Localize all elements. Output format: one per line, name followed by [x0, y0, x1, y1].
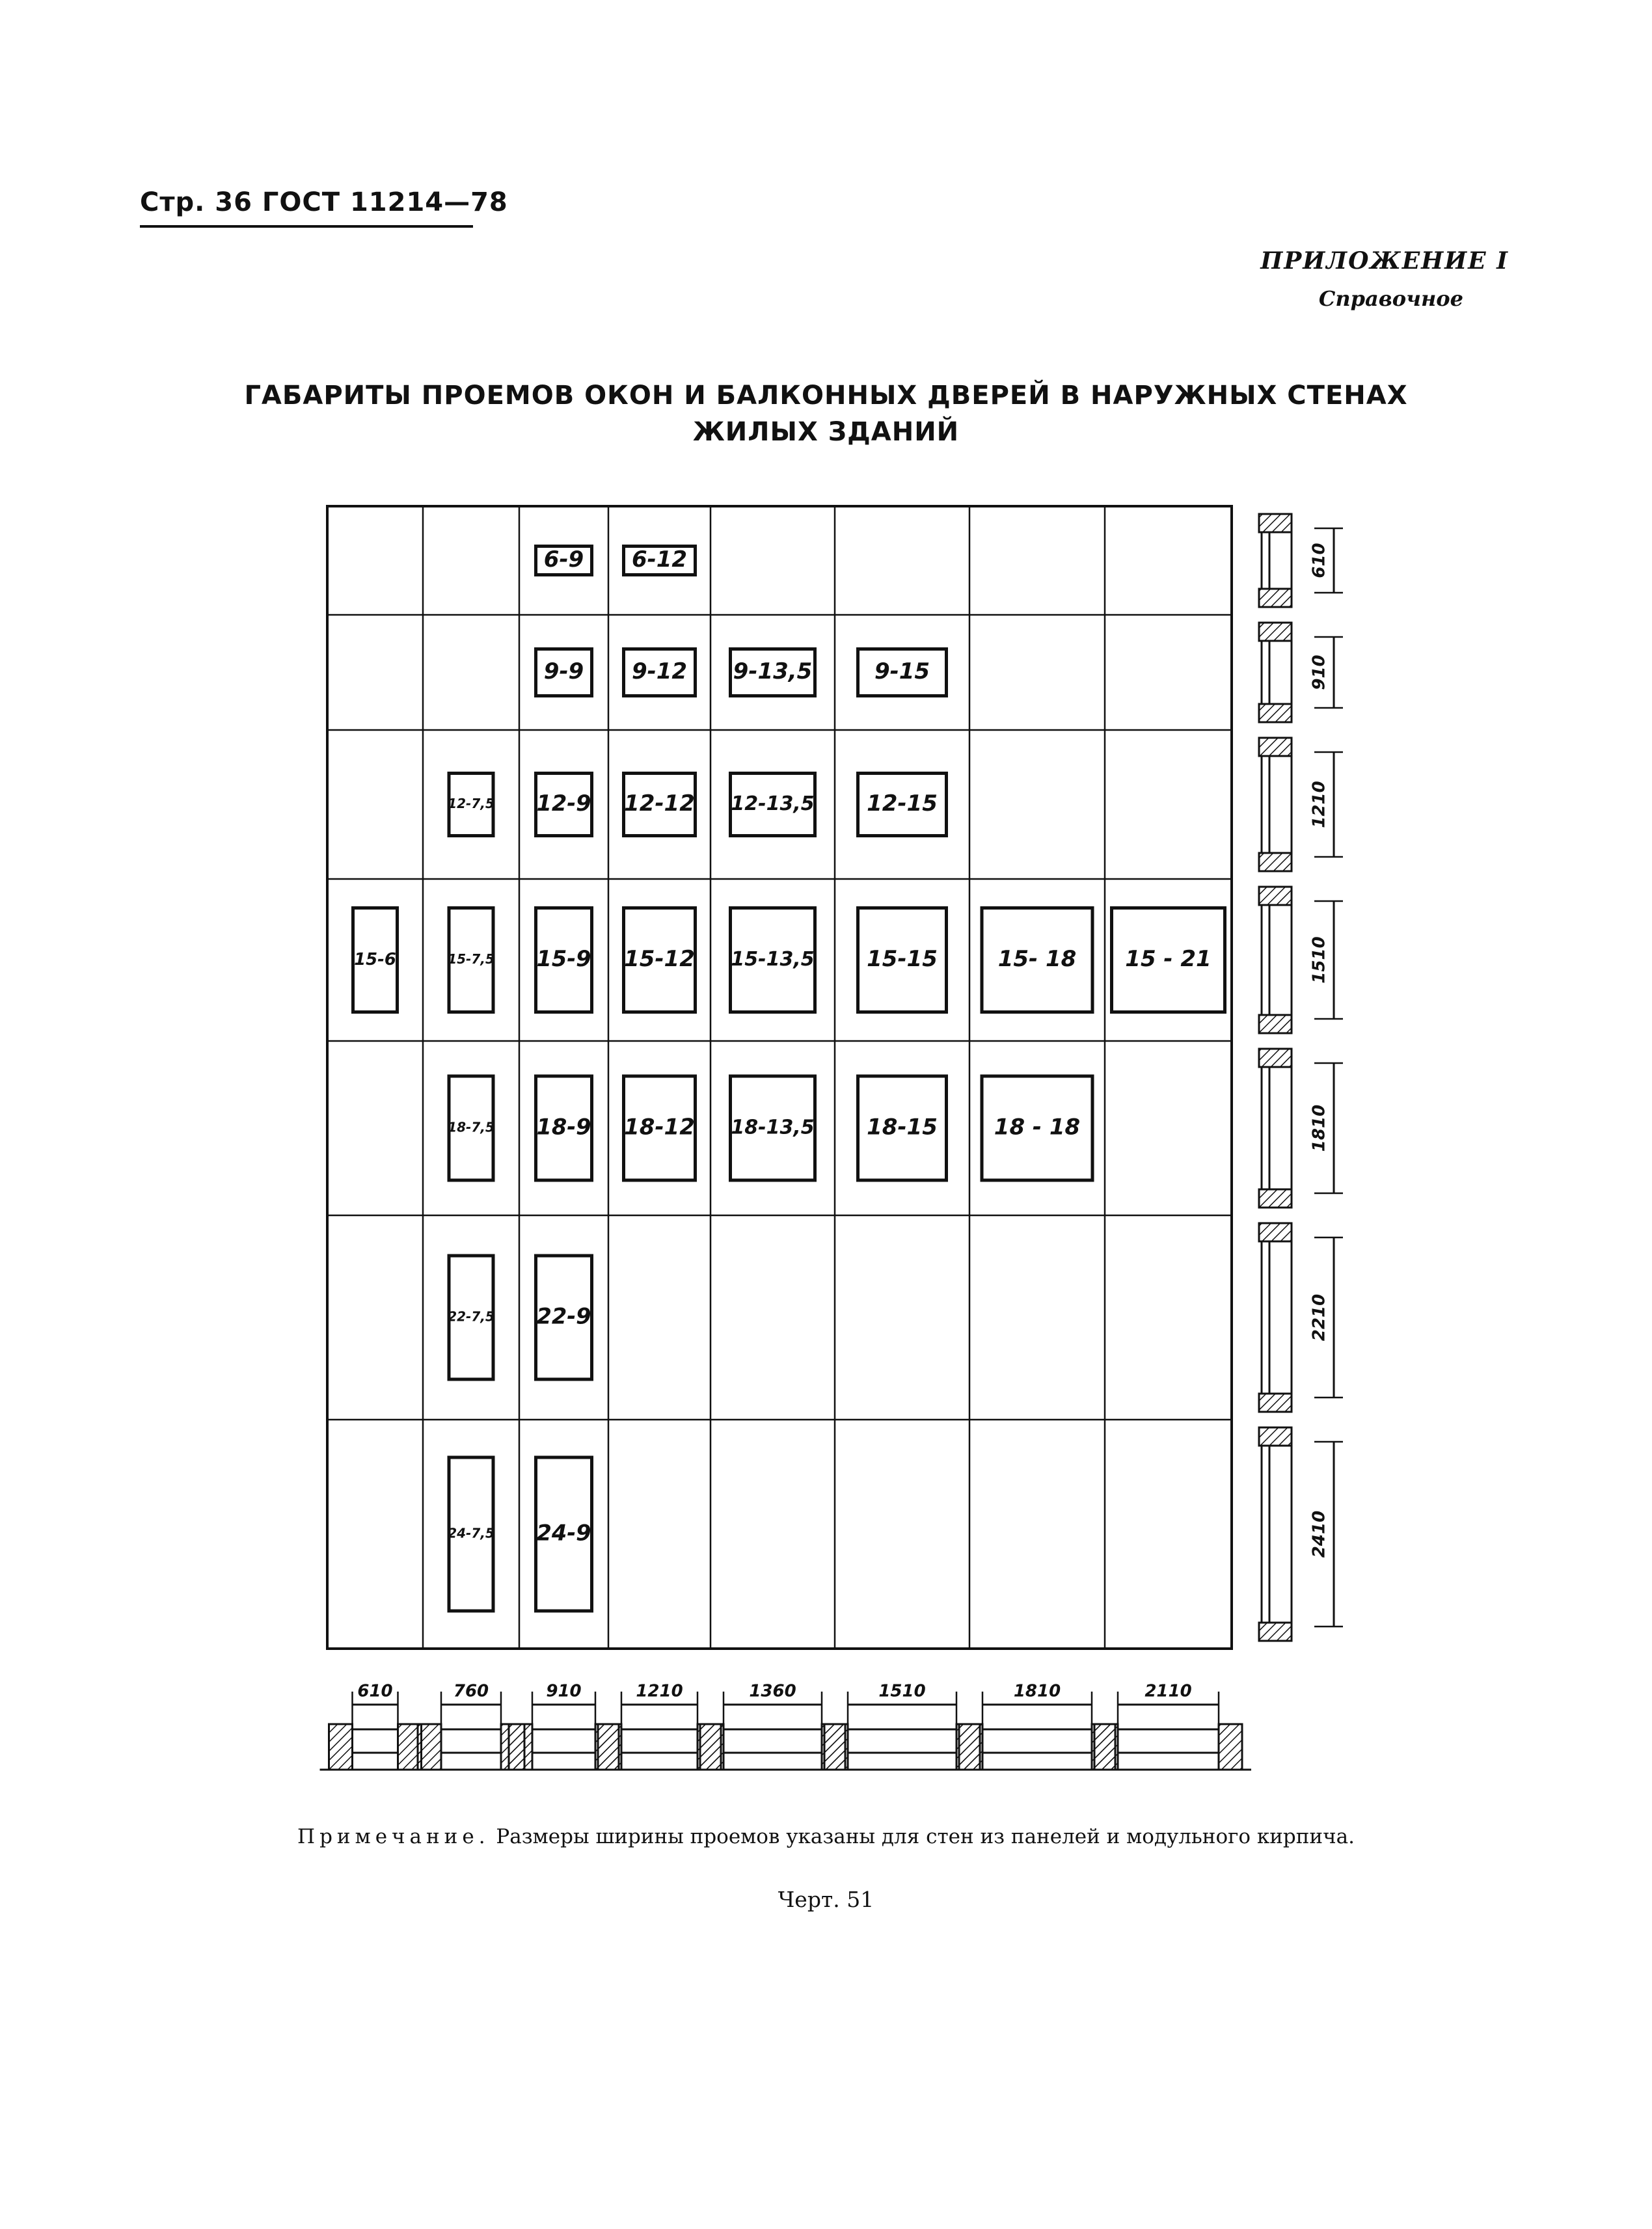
appendix-label: ПРИЛОЖЕНИЕ I — [1260, 247, 1509, 275]
section-frame — [353, 1729, 398, 1753]
opening-label: 18-13,5 — [731, 1116, 815, 1139]
section-pier-left — [598, 1724, 621, 1770]
appendix-subtitle: Справочное — [1318, 286, 1463, 311]
section-frame — [441, 1729, 501, 1753]
section-slab-bottom — [1259, 704, 1292, 722]
page-reference: Стр. 36 ГОСТ 11214—78 — [140, 187, 508, 217]
section-slab-bottom — [1259, 1189, 1292, 1208]
title-line-2: ЖИЛЫХ ЗДАНИЙ — [692, 417, 960, 447]
section-frame — [532, 1729, 595, 1753]
note — [0, 1825, 1652, 1848]
section-pier-left — [329, 1724, 353, 1770]
opening-label: 12-12 — [624, 790, 695, 817]
section-frame — [621, 1729, 697, 1753]
opening-label: 9-13,5 — [733, 658, 813, 684]
section-slab-top — [1259, 623, 1292, 641]
opening-label: 15-9 — [536, 946, 591, 971]
opening-label: 15-12 — [624, 946, 695, 972]
opening-label: 15-15 — [867, 946, 938, 972]
section-slab-top — [1259, 1427, 1292, 1446]
opening-label: 6-9 — [543, 547, 584, 573]
opening-label: 22-7,5 — [448, 1308, 494, 1325]
height-label: 1210 — [1309, 781, 1329, 828]
height-label: 2210 — [1309, 1293, 1329, 1342]
section-pier-right — [1219, 1724, 1242, 1770]
opening-label: 9-12 — [631, 658, 688, 684]
opening-label: 9-9 — [543, 658, 584, 684]
section-frame — [1118, 1729, 1219, 1753]
opening-label: 24-7,5 — [448, 1525, 494, 1541]
note-text: Размеры ширины проемов указаны для стен из панелей и модульного кирпича. — [489, 1825, 1355, 1848]
opening-label: 12-15 — [867, 790, 938, 817]
section-pier-left — [700, 1724, 724, 1770]
height-label: 2410 — [1309, 1510, 1329, 1558]
width-label: 1360 — [749, 1681, 796, 1701]
section-frame — [724, 1729, 822, 1753]
section-pier-left — [418, 1724, 441, 1770]
opening-label: 24-9 — [536, 1520, 591, 1546]
width-label: 760 — [453, 1681, 489, 1701]
width-label: 1510 — [878, 1681, 926, 1701]
opening-label: 12-13,5 — [731, 792, 815, 815]
section-slab-bottom — [1259, 1015, 1292, 1033]
opening-label: 18-12 — [624, 1114, 695, 1141]
section-pier-left — [1094, 1724, 1118, 1770]
section-slab-bottom — [1259, 589, 1292, 607]
section-frame — [982, 1729, 1092, 1753]
width-label: 1210 — [636, 1681, 683, 1701]
figure-number: Черт. 51 — [778, 1887, 874, 1912]
section-slab-top — [1259, 1223, 1292, 1241]
opening-label: 18-9 — [536, 1114, 591, 1140]
opening-label: 18 - 18 — [994, 1114, 1081, 1141]
opening-label: 22-9 — [536, 1303, 591, 1329]
section-slab-top — [1259, 738, 1292, 756]
height-label: 1510 — [1309, 936, 1329, 984]
opening-label: 18-15 — [867, 1114, 938, 1141]
section-slab-bottom — [1259, 853, 1292, 871]
opening-label: 15-7,5 — [448, 951, 494, 967]
section-slab-top — [1259, 887, 1292, 905]
opening-label: 15-13,5 — [731, 948, 815, 971]
opening-label: 6-12 — [631, 547, 688, 573]
height-label: 910 — [1309, 655, 1329, 690]
height-label: 1810 — [1309, 1104, 1329, 1152]
section-frame — [848, 1729, 956, 1753]
width-label: 2110 — [1144, 1681, 1192, 1701]
opening-label: 12-9 — [536, 790, 591, 816]
title-line-1: ГАБАРИТЫ ПРОЕМОВ ОКОН И БАЛКОННЫХ ДВЕРЕЙ В НАРУЖНЫХ СТЕНАХ — [244, 381, 1408, 411]
section-slab-top — [1259, 514, 1292, 532]
opening-label: 15-6 — [354, 950, 396, 969]
opening-label: 12-7,5 — [448, 796, 494, 811]
height-label: 610 — [1309, 543, 1329, 578]
width-label: 1810 — [1013, 1681, 1061, 1701]
opening-label: 18-7,5 — [448, 1119, 494, 1135]
opening-label: 9-15 — [874, 658, 930, 684]
section-pier-left — [824, 1724, 848, 1770]
opening-label: 15- 18 — [997, 946, 1077, 972]
section-pier-left — [959, 1724, 982, 1770]
opening-label: 15 - 21 — [1125, 946, 1212, 972]
section-slab-top — [1259, 1049, 1292, 1067]
width-label: 910 — [546, 1681, 582, 1701]
section-slab-bottom — [1259, 1623, 1292, 1641]
section-pier-left — [509, 1724, 532, 1770]
width-label: 610 — [357, 1681, 393, 1701]
section-slab-bottom — [1259, 1394, 1292, 1412]
note-lead: Примечание. — [297, 1825, 490, 1848]
